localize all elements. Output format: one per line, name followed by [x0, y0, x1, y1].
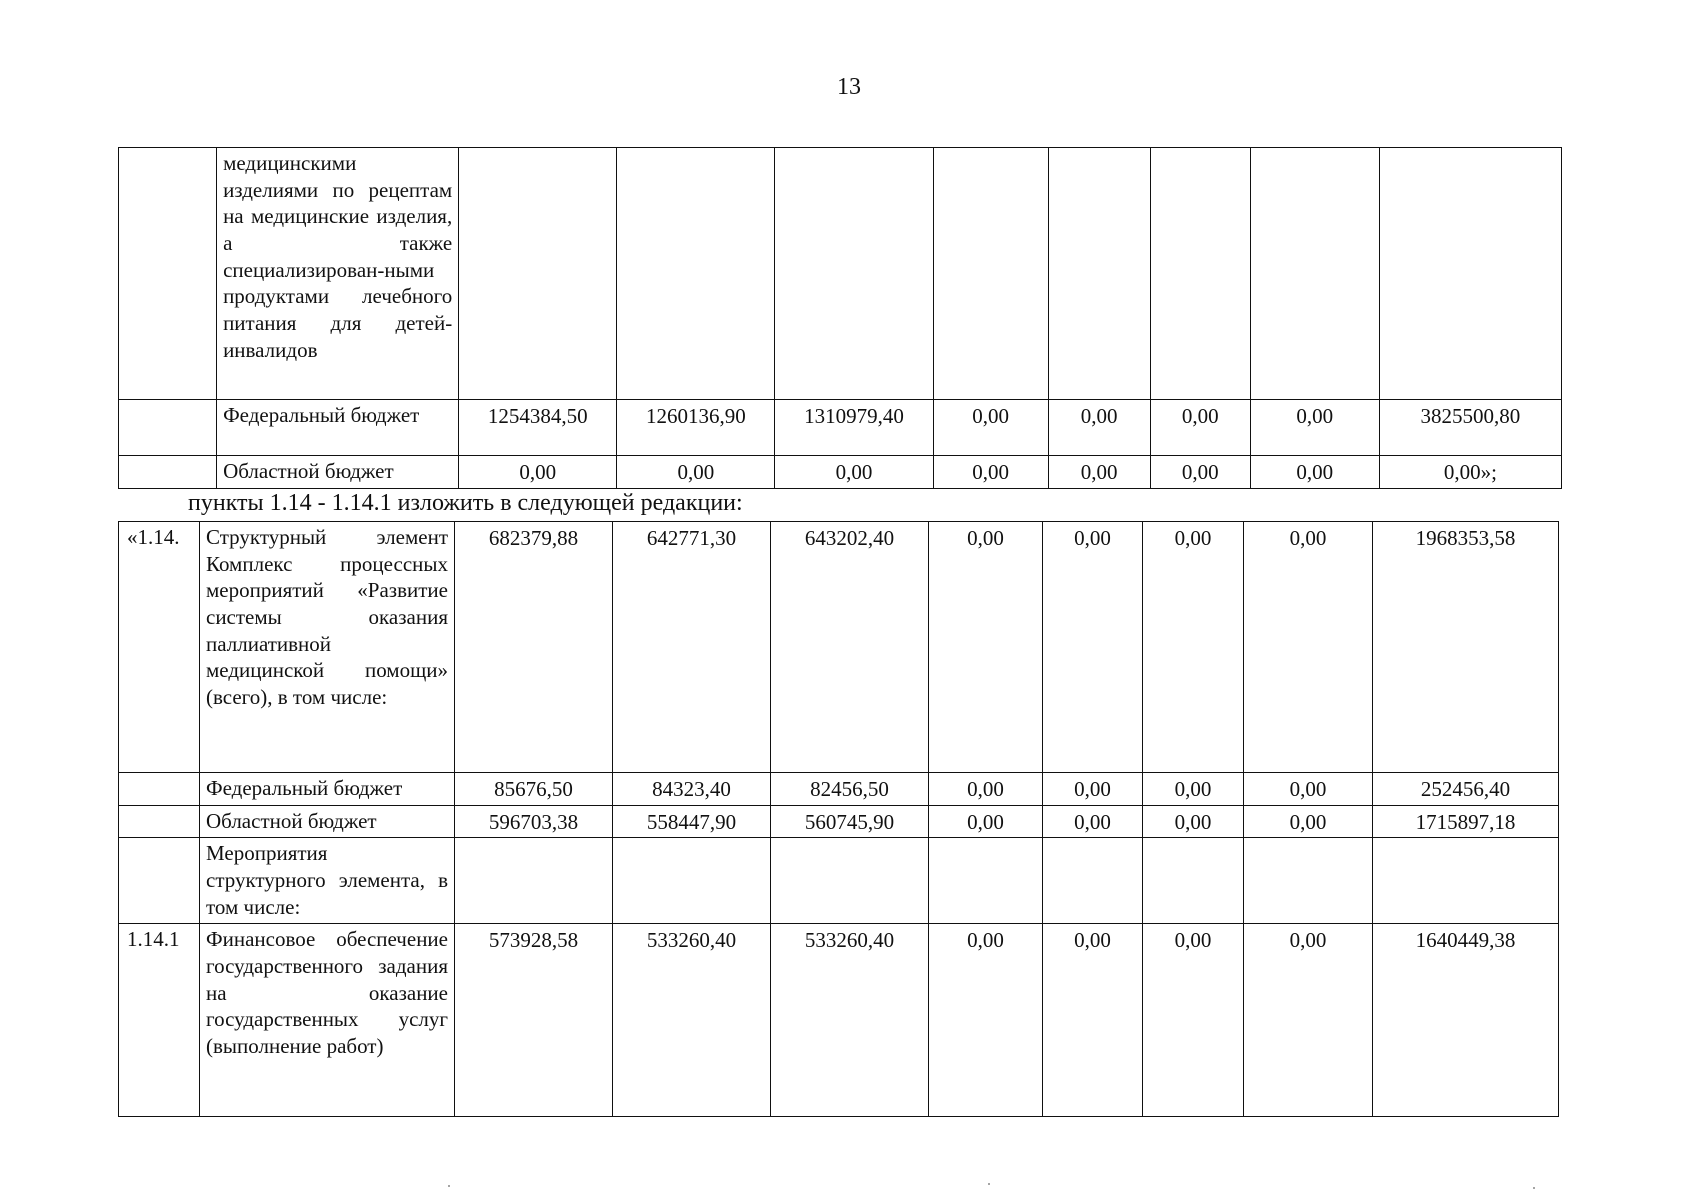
value-cell: 0,00 [1244, 924, 1373, 1117]
table-row [119, 805, 1559, 838]
value-cell: 0,00 [1143, 773, 1244, 806]
row-name-cell: Областной бюджет [200, 805, 455, 838]
row-name-cell: медицинскими изделиями по рецептам на медицинские изделия, а также специализирован-ными продуктами лечебного питания для детей-инвалидов [217, 148, 459, 400]
value-cell: 85676,50 [455, 773, 613, 806]
value-cell: 0,00 [1043, 924, 1143, 1117]
table-row [119, 456, 1562, 489]
value-cell [1250, 148, 1379, 400]
value-cell: 0,00»; [1379, 456, 1561, 489]
page-number: 13 [837, 74, 861, 100]
value-cell: 252456,40 [1373, 773, 1559, 806]
table-row [119, 400, 1562, 456]
table-row [119, 773, 1559, 806]
value-cell [933, 148, 1048, 400]
value-cell: 0,00 [1043, 773, 1143, 806]
value-cell: 1640449,38 [1373, 924, 1559, 1117]
value-cell: 1260136,90 [617, 400, 775, 456]
value-cell: 82456,50 [771, 773, 929, 806]
value-cell: 0,00 [929, 522, 1043, 773]
value-cell: 0,00 [1244, 805, 1373, 838]
budget-table-amended [118, 521, 1559, 1117]
table-row [119, 924, 1559, 1117]
value-cell: 1254384,50 [459, 400, 617, 456]
value-cell [1379, 148, 1561, 400]
scan-speck [988, 1183, 990, 1185]
table-body [119, 148, 1562, 489]
value-cell: 682379,88 [455, 522, 613, 773]
value-cell [771, 838, 929, 924]
row-index-cell [119, 400, 217, 456]
row-name-cell: Структурный элемент Комплекс процессных мероприятий «Развитие системы оказания паллиативной медицинской помощи» (всего), в том числе: [200, 522, 455, 773]
value-cell: 0,00 [1048, 400, 1150, 456]
amendment-instruction: пункты 1.14 - 1.14.1 изложить в следующей редакции: [188, 490, 743, 516]
table-row [119, 522, 1559, 773]
value-cell: 596703,38 [455, 805, 613, 838]
table-row [119, 148, 1562, 400]
value-cell [455, 838, 613, 924]
row-index-cell [119, 805, 200, 838]
value-cell [613, 838, 771, 924]
value-cell: 0,00 [1150, 400, 1250, 456]
value-cell [1043, 838, 1143, 924]
value-cell: 0,00 [929, 924, 1043, 1117]
value-cell: 0,00 [1250, 456, 1379, 489]
value-cell: 0,00 [933, 400, 1048, 456]
row-index-cell [119, 148, 217, 400]
value-cell: 0,00 [1043, 805, 1143, 838]
table-body [119, 522, 1559, 1117]
value-cell [1150, 148, 1250, 400]
value-cell: 0,00 [1244, 522, 1373, 773]
value-cell: 0,00 [617, 456, 775, 489]
row-index-cell: 1.14.1 [119, 924, 200, 1117]
value-cell: 0,00 [929, 773, 1043, 806]
value-cell: 0,00 [1143, 805, 1244, 838]
value-cell: 0,00 [933, 456, 1048, 489]
value-cell: 0,00 [459, 456, 617, 489]
value-cell: 0,00 [1150, 456, 1250, 489]
scan-speck [448, 1185, 450, 1187]
budget-table-continued [118, 147, 1562, 489]
value-cell: 560745,90 [771, 805, 929, 838]
row-name-cell: Мероприятия структурного элемента, в том числе: [200, 838, 455, 924]
value-cell [775, 148, 933, 400]
value-cell [1373, 838, 1559, 924]
value-cell: 0,00 [1250, 400, 1379, 456]
value-cell: 643202,40 [771, 522, 929, 773]
value-cell: 0,00 [1048, 456, 1150, 489]
value-cell [929, 838, 1043, 924]
value-cell: 0,00 [1244, 773, 1373, 806]
row-index-cell [119, 456, 217, 489]
value-cell [459, 148, 617, 400]
value-cell [1048, 148, 1150, 400]
value-cell: 558447,90 [613, 805, 771, 838]
value-cell: 0,00 [1143, 924, 1244, 1117]
value-cell: 0,00 [775, 456, 933, 489]
value-cell: 533260,40 [771, 924, 929, 1117]
value-cell: 84323,40 [613, 773, 771, 806]
row-name-cell: Федеральный бюджет [200, 773, 455, 806]
value-cell [1143, 838, 1244, 924]
value-cell: 0,00 [929, 805, 1043, 838]
row-name-cell: Федеральный бюджет [217, 400, 459, 456]
value-cell: 1310979,40 [775, 400, 933, 456]
value-cell: 3825500,80 [1379, 400, 1561, 456]
value-cell: 0,00 [1143, 522, 1244, 773]
table-row [119, 838, 1559, 924]
value-cell: 642771,30 [613, 522, 771, 773]
row-name-cell: Областной бюджет [217, 456, 459, 489]
value-cell: 1715897,18 [1373, 805, 1559, 838]
row-index-cell [119, 838, 200, 924]
value-cell [1244, 838, 1373, 924]
value-cell: 0,00 [1043, 522, 1143, 773]
row-index-cell: «1.14. [119, 522, 200, 773]
row-name-cell: Финансовое обеспечение государственного задания на оказание государственных услуг (выполнение работ) [200, 924, 455, 1117]
row-index-cell [119, 773, 200, 806]
value-cell: 573928,58 [455, 924, 613, 1117]
value-cell: 1968353,58 [1373, 522, 1559, 773]
scan-speck [1533, 1187, 1535, 1189]
value-cell [617, 148, 775, 400]
value-cell: 533260,40 [613, 924, 771, 1117]
